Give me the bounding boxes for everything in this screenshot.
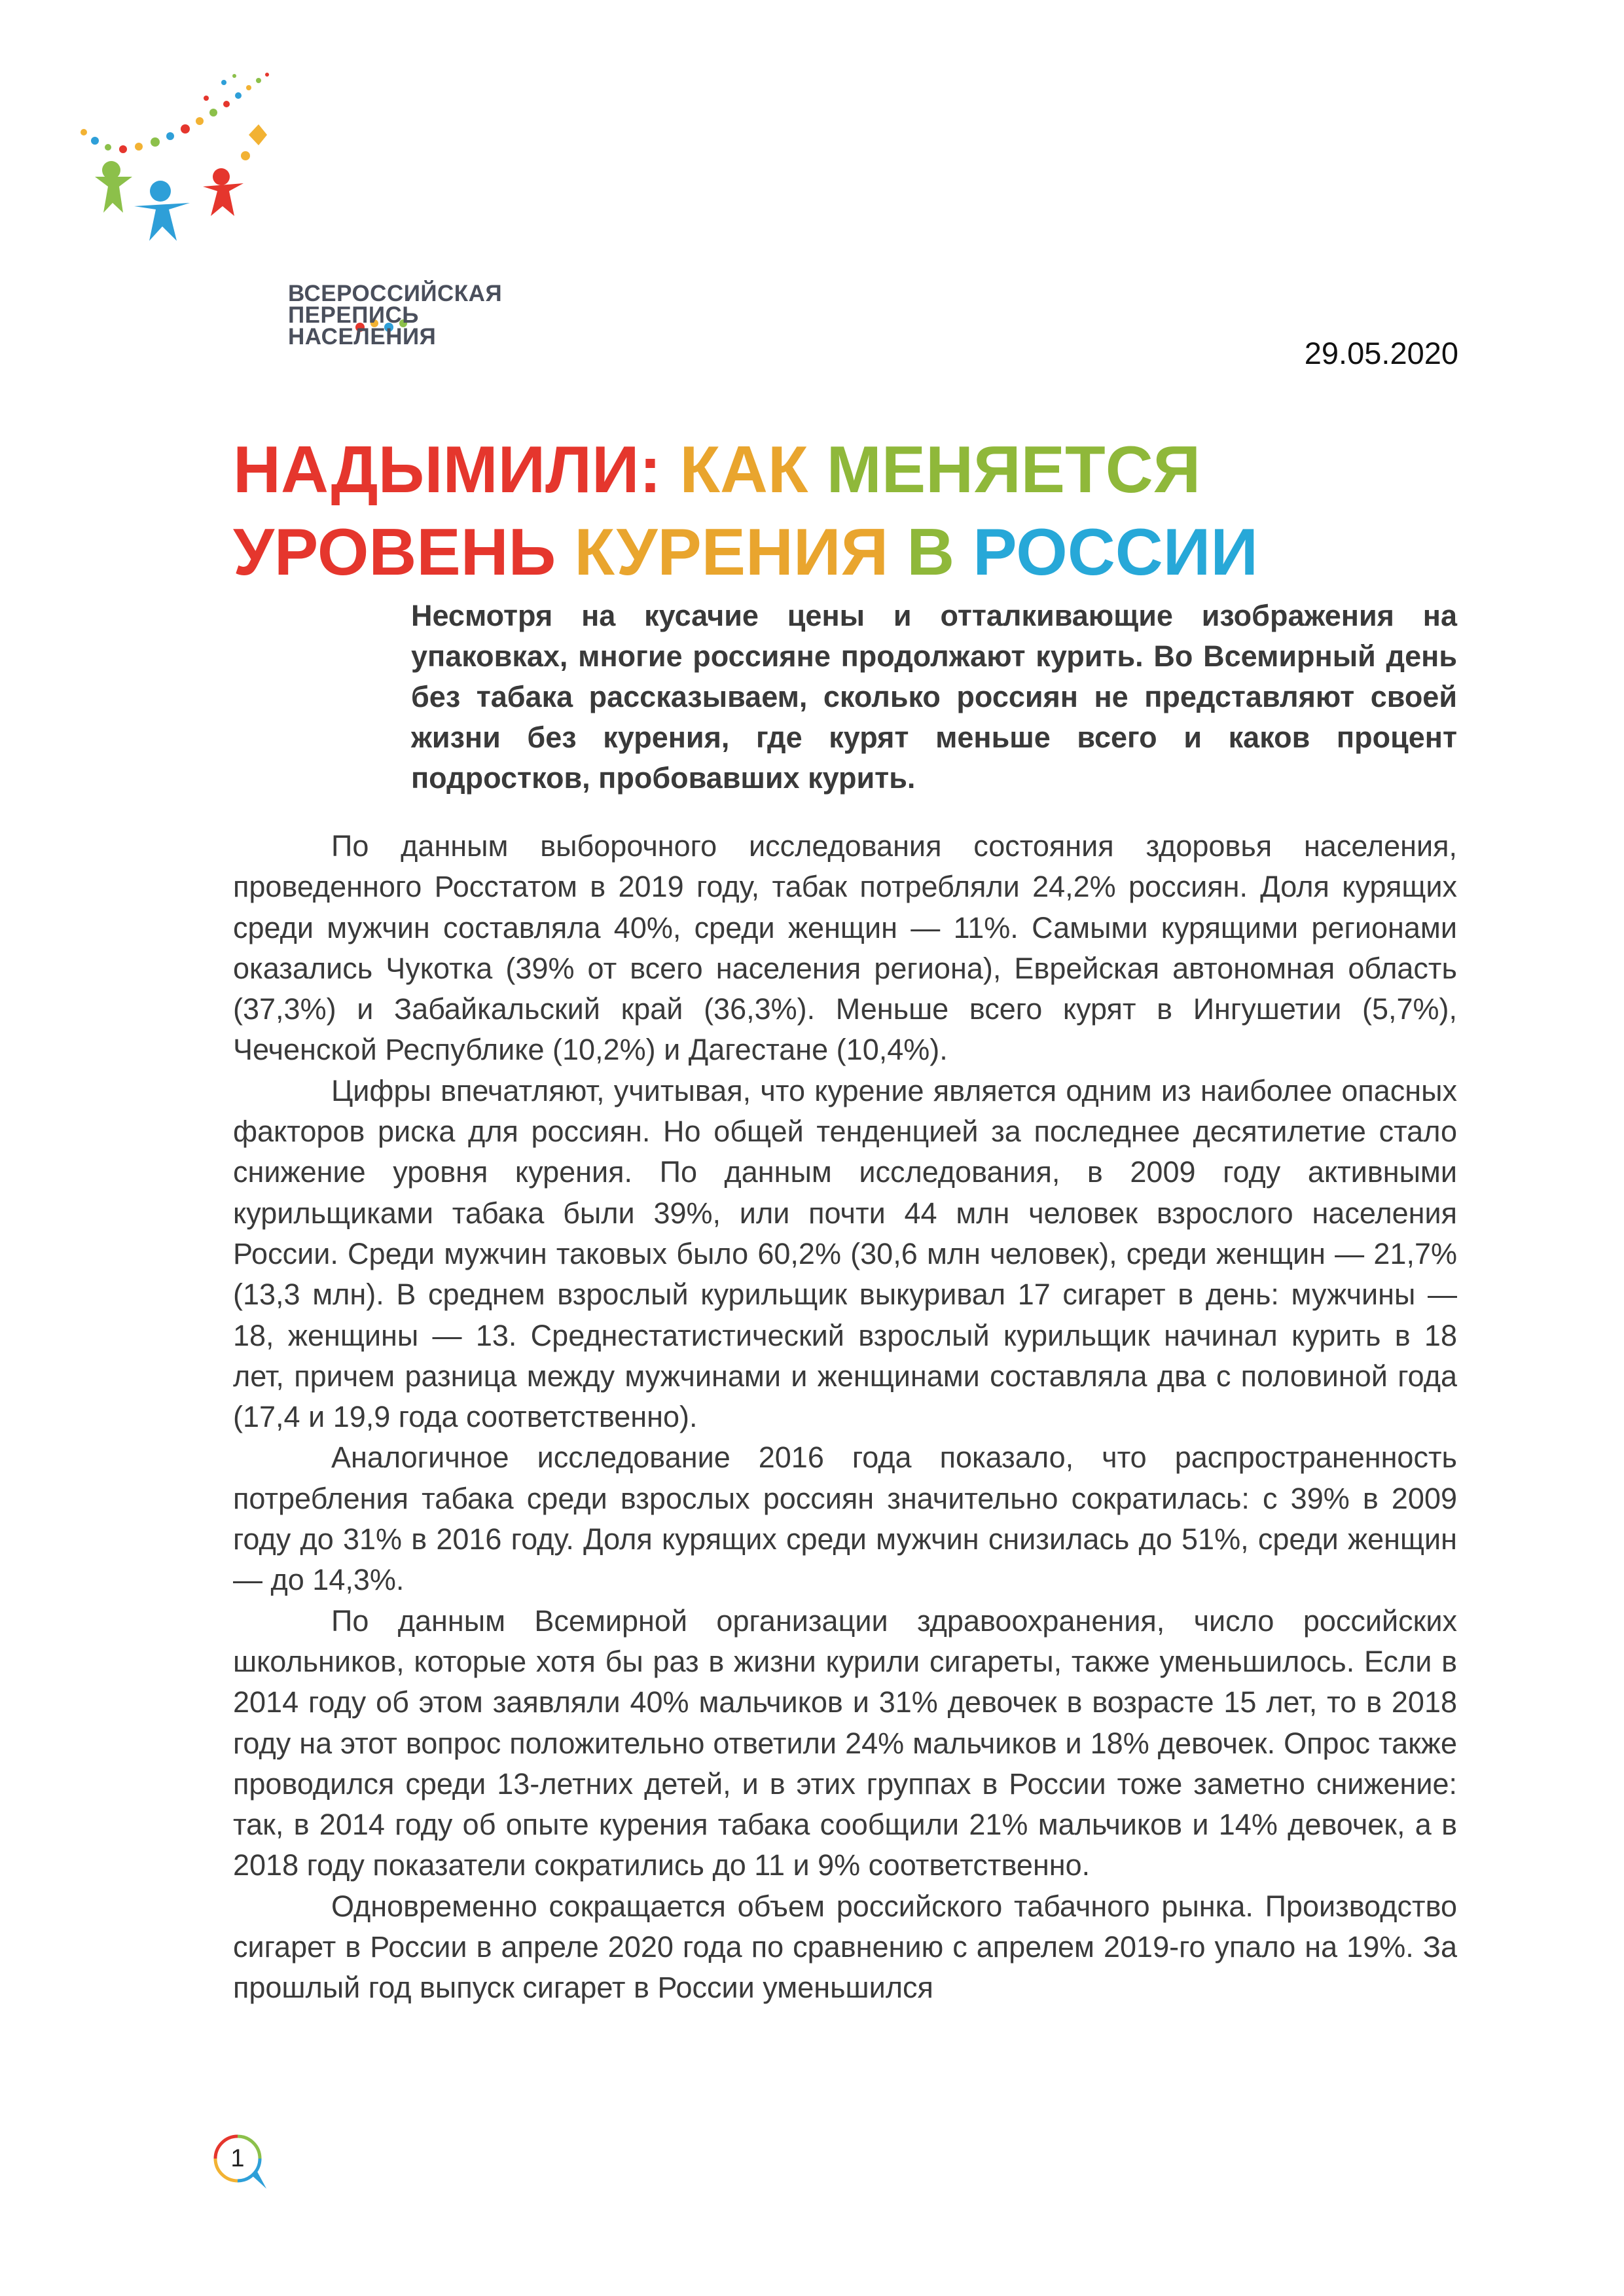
article-body (233, 826, 1457, 2009)
body-paragraph: По данным Всемирной организации здравоохранения, число российских школьников, которые хотя бы раз в жизни курили сигареты, также уменьшилось. Если в 2014 году об этом заявляли 40% мальчиков и 31% девочек в возрасте 15 лет, то в 2018 году на этот вопрос положительно ответили 24% мальчиков и 18% девочек. Опрос также проводился среди 13-летних детей, и в этих группах в России тоже заметно снижение: так, в 2014 году об опыте курения табака сообщили 21% мальчиков и 14% девочек, а в 2018 году показатели сократились до 11 и 9% соответственно. (233, 1604, 1457, 1882)
logo-line-2: ПЕРЕПИСЬ (288, 302, 419, 328)
title-line-1 (233, 429, 1477, 511)
body-paragraph: Аналогичное исследование 2016 года показало, что распространенность потребления табака среди взрослых россиян значительно сократилась: с 39% в 2009 году до 31% в 2016 году. Доля курящих среди мужчин снизилась до 51%, среди женщин — до 14,3%. (233, 1441, 1457, 1597)
page-title (233, 429, 1477, 594)
lead-paragraph: Несмотря на кусачие цены и отталкивающие изображения на упаковках, многие россияне продолжают курить. Во Всемирный день без табака рассказываем, сколько россиян не представляют своей жизни без курения, где курят меньше всего и каков процент подростков, пробовавших курить. (411, 599, 1457, 795)
title-segment: УРОВЕНЬ (233, 516, 575, 589)
logo-line-1: ВСЕРОССИЙСКАЯ (288, 281, 503, 306)
title-line-2 (233, 511, 1477, 594)
body-paragraph: Цифры впечатляют, учитывая, что курение является одним из наиболее опасных факторов риска для россиян. Но общей тенденцией за последнее десятилетие стало снижение уровня курения. По данным исследования, в 2009 году активными курильщиками табака были 39%, или почти 44 млн человек взрослого населения России. Среди мужчин таковых было 60,2% (30,6 млн человек), среди женщин — 21,7% (13,3 млн). В среднем взрослый курильщик выкуривал 17 сигарет в день: мужчины — 18, женщины — 13. Среднестатистический взрослый курильщик начинал курить в 18 лет, причем разница между мужчинами и женщинами составляла два с половиной года (17,4 и 19,9 года соответственно). (233, 1073, 1457, 1434)
body-paragraph: По данным выборочного исследования состояния здоровья населения, проведенного Росстатом в 2019 году, табак потребляли 24,2% россиян. Доля курящих среди мужчин составляла 40%, среди женщин — 11%. Самыми курящими регионами оказались Чукотка (39% от всего населения региона), Еврейская автономная область (37,3%) и Забайкальский край (36,3%). Меньше всего курят в Ингушетии (5,7%), Чеченской Республике (10,2%) и Дагестане (10,4%). (233, 829, 1457, 1067)
title-segment: КУРЕНИЯ (574, 516, 907, 589)
census-logo (72, 72, 503, 350)
page-number: 1 (230, 2144, 245, 2172)
title-segment: НАДЫМИЛИ: (233, 433, 680, 507)
logo-line-3: НАСЕЛЕНИЯ (288, 324, 437, 350)
page-number-badge (211, 2132, 272, 2193)
title-segment: КАК (679, 433, 827, 507)
body-paragraph: Одновременно сокращается объем российского табачного рынка. Производство сигарет в России в апреле 2020 года по сравнению с апрелем 2019-го упало на 19%. За прошлый год выпуск сигарет в России уменьшился (233, 1889, 1457, 2005)
title-segment: РОССИИ (973, 516, 1258, 589)
logo-text (288, 283, 502, 348)
title-segment: МЕНЯЕТСЯ (826, 433, 1201, 507)
title-segment: В (907, 516, 973, 589)
document-date: 29.05.2020 (1304, 336, 1458, 370)
